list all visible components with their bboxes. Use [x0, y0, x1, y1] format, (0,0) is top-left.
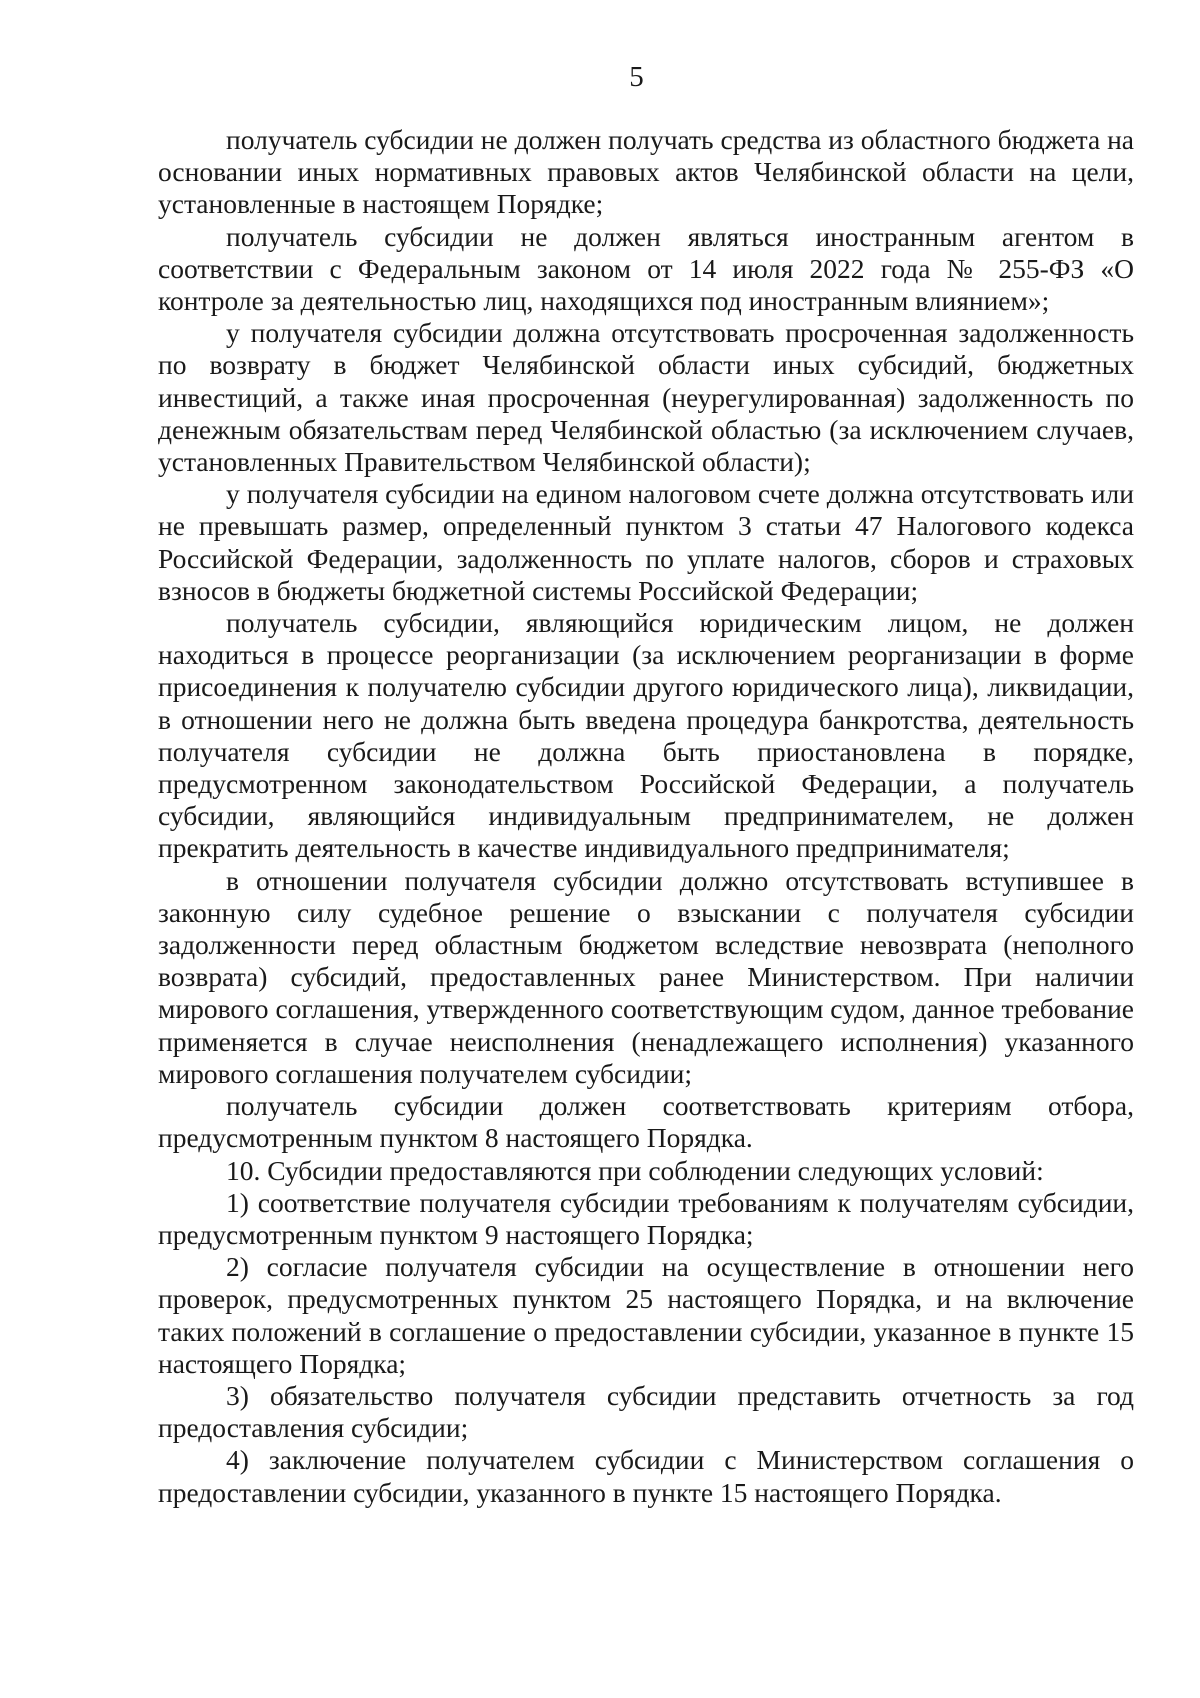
paragraph-tax-account-debt: у получателя субсидии на едином налоговом счете должна отсутствовать или не превышать размер, определенный пунктом 3 статьи 47 Налогового кодекса Российской Федерации, задолженность по уплате налогов, сборов и страховых взносов в бюджеты бюджетной системы Российской Федерации;: [158, 478, 1134, 606]
paragraph-not-foreign-agent: получатель субсидии не должен являться иностранным агентом в соответствии с Федеральным законом от 14 июля 2022 года № 255-ФЗ «О контроле за деятельностью лиц, находящихся под иностранным влиянием»;: [158, 220, 1134, 317]
paragraph-no-court-decision: в отношении получателя субсидии должно отсутствовать вступившее в законную силу судебное решение о взыскании с получателя субсидии задолженности перед областным бюджетом вследствие невозврата (неполного возврата) субсидий, предоставленных ранее Министерством. При наличии мирового соглашения, утвержденного соответствующим судом, данное требование применяется в случае неисполнения (ненадлежащего исполнения) указанного мирового соглашения получателем субсидии;: [158, 864, 1134, 1089]
paragraph-condition-4: 4) заключение получателем субсидии с Министерством соглашения о предоставлении субсидии, указанного в пункте 15 настоящего Порядка.: [158, 1444, 1134, 1508]
paragraph-condition-1: 1) соответствие получателя субсидии требованиям к получателям субсидии, предусмотренным пунктом 9 настоящего Порядка;: [158, 1186, 1134, 1250]
paragraph-condition-3: 3) обязательство получателя субсидии представить отчетность за год предоставления субсидии;: [158, 1379, 1134, 1444]
paragraph-no-overdue-debt: у получателя субсидии должна отсутствовать просроченная задолженность по возврату в бюджет Челябинской области иных субсидий, бюджетных инвестиций, а также иная просроченная (неурегулированная) задолженность по денежным обязательствам перед Челябинской областью (за исключением случаев, установленных Правительством Челябинской области);: [158, 317, 1134, 478]
paragraph-no-reorganization: получатель субсидии, являющийся юридическим лицом, не должен находиться в процессе реорганизации (за исключением реорганизации в форме присоединения к получателю субсидии другого юридического лица), ликвидации, в отношении него не должна быть введена процедура банкротства, деятельность получателя субсидии не должна быть приостановлена в порядке, предусмотренном законодательством Российской Федерации, а получатель субсидии, являющийся индивидуальным предпринимателем, не должен прекратить деятельность в качестве индивидуального предпринимателя;: [158, 607, 1134, 864]
document-body: [158, 124, 1134, 1509]
paragraph-section-10-heading: 10. Субсидии предоставляются при соблюдении следующих условий:: [226, 1154, 1044, 1186]
paragraph-no-other-budget-funds: получатель субсидии не должен получать средства из областного бюджета на основании иных нормативных правовых актов Челябинской области на цели, установленные в настоящем Порядке;: [158, 124, 1134, 220]
paragraph-selection-criteria: получатель субсидии должен соответствовать критериям отбора, предусмотренным пунктом 8 настоящего Порядка.: [158, 1090, 1134, 1154]
page-number: 5: [629, 61, 644, 93]
paragraph-condition-2: 2) согласие получателя субсидии на осуществление в отношении него проверок, предусмотренных пунктом 25 настоящего Порядка, и на включение таких положений в соглашение о предоставлении субсидии, указанное в пункте 15 настоящего Порядка;: [158, 1251, 1134, 1379]
